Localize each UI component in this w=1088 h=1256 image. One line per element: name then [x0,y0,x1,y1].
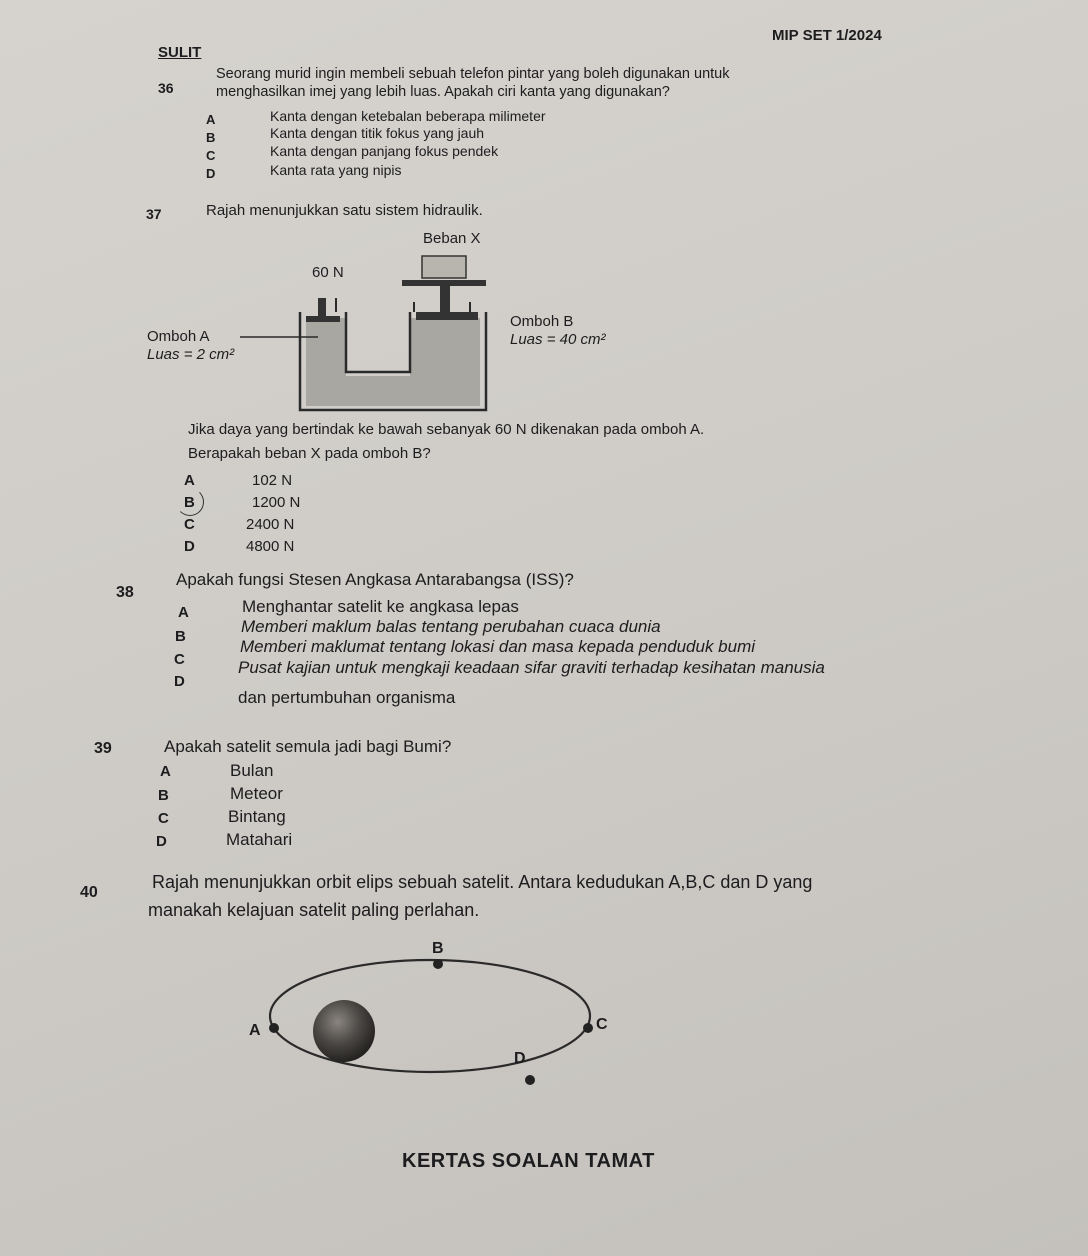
q36-option-a-letter: A [206,112,216,127]
q38-option-d-text-line2: dan pertumbuhan organisma [238,688,456,707]
q36-option-a-text: Kanta dengan ketebalan beberapa milimeter [270,108,546,124]
q36-option-c-text: Kanta dengan panjang fokus pendek [270,143,499,159]
header-sulit: SULIT [158,44,202,61]
end-of-paper-label: KERTAS SOALAN TAMAT [402,1150,655,1172]
diagram-area-b: Luas = 40 cm² [510,331,606,348]
q37-option-c-letter: C [184,516,195,533]
q36-text-line2: menghasilkan imej yang lebih luas. Apakah ciri kanta yang digunakan? [216,84,670,100]
q39-option-d-letter: D [156,833,167,850]
orbit-diagram [230,940,630,1100]
q39-option-b-letter: B [158,787,169,804]
q36-option-c-letter: C [206,148,216,163]
q38-number: 38 [116,584,134,601]
q39-option-c-text: Bintang [228,807,286,826]
q36-number: 36 [158,80,174,96]
q40-text-line1: Rajah menunjukkan orbit elips sebuah satelit. Antara kedudukan A,B,C dan D yang [152,872,813,892]
orbit-point-b-label: B [432,940,444,957]
q38-option-b-letter: B [175,628,186,645]
q39-option-a-letter: A [160,763,171,780]
q39-option-a-text: Bulan [230,761,274,780]
header-set: MIP SET 1/2024 [772,27,882,44]
point-a-dot [269,1023,279,1033]
diagram-area-a: Luas = 2 cm² [147,346,235,363]
diagram-piston-a: Omboh A [147,328,210,345]
q38-option-a-letter: A [178,604,189,621]
q39-text: Apakah satelit semula jadi bagi Bumi? [164,737,452,756]
diagram-force-label: 60 N [312,264,344,281]
q38-option-a-text: Menghantar satelit ke angkasa lepas [242,597,519,616]
q37-option-b-text: 1200 N [252,494,301,511]
diagram-piston-b: Omboh B [510,313,574,330]
q37-option-d-text: 4800 N [246,538,295,555]
diagram-load-label: Beban X [423,230,481,247]
q37-option-a-letter: A [184,472,195,489]
q37-text-line1: Jika daya yang bertindak ke bawah sebanyak 60 N dikenakan pada omboh A. [188,421,705,438]
q39-option-d-text: Matahari [226,830,293,849]
q38-text: Apakah fungsi Stesen Angkasa Antarabangsa (ISS)? [176,570,574,589]
orbit-point-c-label: C [596,1016,608,1033]
q37-option-c-text: 2400 N [246,516,295,533]
point-b-dot [433,959,443,969]
earth-icon [313,1000,375,1062]
q38-option-c-letter: C [174,651,185,668]
q39-number: 39 [94,740,112,757]
point-d-dot [525,1075,535,1085]
q40-text-line2: manakah kelajuan satelit paling perlahan. [148,900,480,920]
q37-text-line2: Berapakah beban X pada omboh B? [188,445,431,462]
q36-option-b-text: Kanta dengan titik fokus yang jauh [270,125,485,141]
q36-option-b-letter: B [206,130,216,145]
q39-option-c-letter: C [158,810,169,827]
q36-option-d-letter: D [206,166,216,181]
q36-text-line1: Seorang murid ingin membeli sebuah telefon pintar yang boleh digunakan untuk [216,66,730,82]
q37-number: 37 [146,206,162,222]
q38-option-c-text: Memberi maklumat tentang lokasi dan masa kepada penduduk bumi [240,637,756,656]
q37-option-d-letter: D [184,538,195,555]
q37-option-b-letter: B [184,494,195,511]
q37-option-a-text: 102 N [252,472,293,489]
point-c-dot [583,1023,593,1033]
orbit-point-a-label: A [249,1022,261,1039]
q37-intro: Rajah menunjukkan satu sistem hidraulik. [206,202,483,219]
hydraulic-diagram [140,220,700,420]
q38-option-b-text: Memberi maklum balas tentang perubahan cuaca dunia [241,617,661,636]
q40-number: 40 [80,884,98,901]
q38-option-d-text: Pusat kajian untuk mengkaji keadaan sifar graviti terhadap kesihatan manusia [238,658,825,677]
q38-option-d-letter: D [174,673,185,690]
q36-option-d-text: Kanta rata yang nipis [270,162,402,178]
q39-option-b-text: Meteor [230,784,283,803]
answer-circle-mark [176,488,204,516]
orbit-point-d-label: D [514,1050,526,1067]
